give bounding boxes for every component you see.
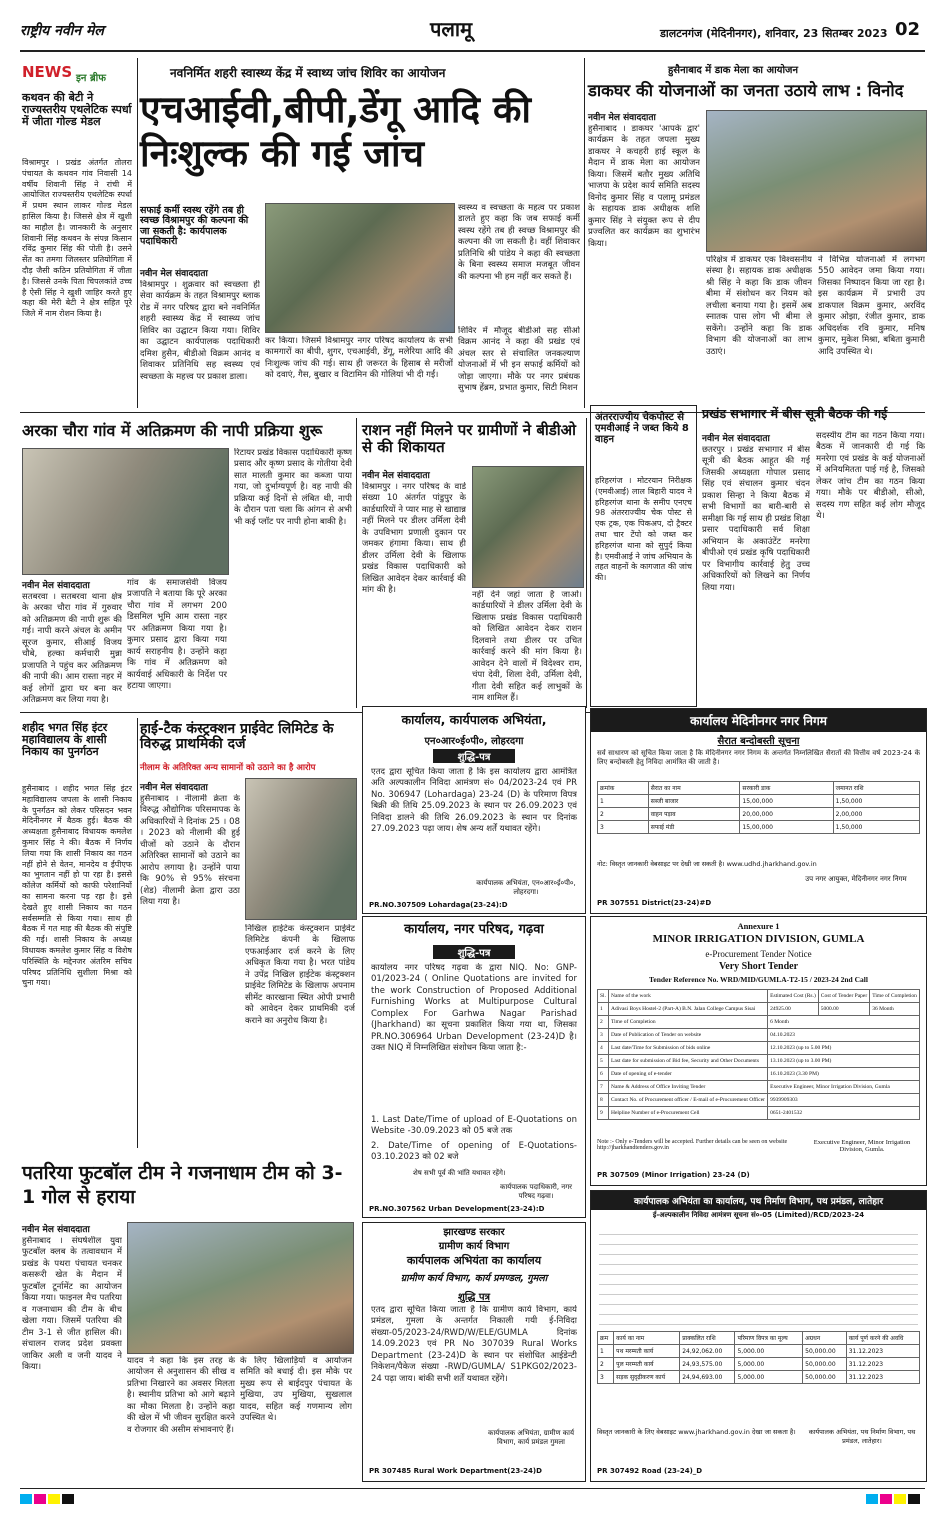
ad5-cell: 31.12.2023 — [846, 1358, 919, 1371]
ad4-cell: Last date for submission of Bid fee, Security and Other Documents — [608, 1055, 767, 1068]
ad4-cell: 8 — [598, 1094, 609, 1107]
ad4-table — [597, 989, 920, 1120]
ad4-sub2: Very Short Tender — [718, 961, 799, 972]
shahid-body: हुसैनाबाद । शहीद भगत सिंह इंटर महाविद्यालय जपला के शासी निकाय के पुनर्गठन को लेकर परिसदन भवन मेदिनीनगर में बैठक हुई। बैठक की अध्यक्षता हुसैनाबाद विधायक कमलेश कुमार सिंह ने की। बैठक में निर्णय लिया गया कि शासी निकाय का गठन नहीं होने से वेतन, मानदेय व ईपीएफ का भुगतान नहीं हो पा रहा है। इससे कॉलेज कर्मियों को काफी परेशानियों का सामना करना पड़ रहा है। इसे देखते हुए शासी निकाय का गठन सर्वसम्मति से किया गया। साथ ही बैठक में गत माह की बैठक की संपुष्टि की गई। शासी निकाय के अध्यक्ष विधायक कमलेश कुमार सिंह व विशेष परिस्थिति के मद्देनजर अंतरिम सचिव परिषद प्रतिनिधि सुशीला मिश्रा को चुना गया। — [22, 784, 132, 988]
ad3-cell: 1 — [598, 795, 649, 808]
ad4-cell: Last date/Time for Submission of bids online — [608, 1042, 767, 1055]
swatch-cyan — [20, 1494, 32, 1504]
ad4-sub1: e-Procurement Tender Notice — [705, 949, 812, 959]
table-row — [598, 1003, 920, 1016]
table-row — [598, 1068, 920, 1081]
ad4-annex: Annexure 1 — [737, 921, 780, 931]
edition-name: पलामू — [430, 17, 473, 41]
ad4-cell: Executive Engineer, Minor Irrigation Division, Gumla — [768, 1081, 920, 1094]
brief-headline: कथवन की बेटी ने राज्यस्तरीय एथलेटिक स्पर्धा में जीता गोल्ड मेडल — [22, 91, 132, 129]
swatch-yellow — [894, 1494, 906, 1504]
ad2-sign: कार्यपालक पदाधिकारी, नगर परिषद गढ़वा। — [499, 1183, 572, 1200]
health-body-1: विश्रामपुर । शुक्रवार को स्वच्छता ही सेवा कार्यक्रम के तहत विश्रामपुर ब्लाक रोड में नगर परिषद द्वारा बने नवनिर्मित शहरी स्वास्थ्य केंद्र में स्वास्थ्य जांच शिविर का उद्घाटन किया गया। शिविर का उद्घाटन कार्यपालक पदाधिकारी दमिश हुसैन, बीडीओ विक्रम आनंद व शिवाकर प्रतिनिधि सह स्वस्थ्य एवं स्वच्छता के महत्त्व पर प्रकाश डाला। — [140, 280, 260, 382]
table-row — [598, 1029, 920, 1042]
hitech-story — [140, 718, 355, 1148]
ad3-cell: 15,00,000 — [740, 821, 833, 834]
ad3-footer: नोट: विस्तृत जानकारी वेबसाइट पर देखी जा सकती है। www.udhd.jharkhand.gov.in — [597, 860, 817, 868]
ad5-cell: 5,000.00 — [735, 1358, 803, 1371]
ad4-cell: Adivasi Boys Hostel-2 (Part-A) B.N. Jalan College Campus Sisai — [608, 1003, 767, 1016]
table-row — [598, 1042, 920, 1055]
ad6-title: कार्यपालक अभियंता का कार्यालय — [406, 1254, 542, 1267]
ad-rural-works-gumla — [362, 1222, 586, 1482]
football-body-1: हुसैनाबाद । संघर्षशील युवा फुटबॉल क्लब के तत्वावधान में प्रखंड के पथरा पंचायत चनकर कसरूरी खेत के मैदान में फुटबॉल टूर्नामेंट का आयोजन किया गया। फाइनल मैच पतरिया व गजनाधाम की टीम के बीच खेला गया। जिसमें पतरिया की टीम 3-1 से जीत हासिल की। संचालन राजद प्रदेश प्रवक्ता जाकिर अली व जनी यादव ने किया। — [22, 1236, 122, 1373]
ad4-cell: Helpline Number of e-Procurement Cell — [608, 1107, 767, 1120]
ad4-col-4: Time of Completion — [870, 990, 920, 1003]
ad5-cell: 31.12.2023 — [846, 1345, 919, 1358]
table-row — [598, 1107, 920, 1120]
health-headline: एचआईवी,बीपी,डेंगू आदि की निःशुल्क की गई जांच — [140, 88, 531, 176]
football-headline: पतरिया फुटबॉल टीम ने गजनाधाम टीम को 3-1 गोल से हराया — [22, 1162, 343, 1208]
ad4-cell: 7 — [598, 1081, 609, 1094]
arka-photo — [22, 448, 229, 575]
registration-strip — [20, 1494, 925, 1506]
postoffice-body-3: ने विभिन्न योजनाओं में लगभग 550 आवेदन जमा किया गया। जिसका निष्पादन किया जा रहा है। इस कार्यक्रम में प्रभारी उप डाकपाल विक्रम कुमार, अरविंद कुमार ओझा, रंजीत कुमार, डाक अधिदर्शक रवि कुमार, मनिष कुमार, मुकेश मिश्रा, बबिता कुमारी आदि उपस्थित थे। — [818, 255, 925, 357]
ad4-cell: 6 — [598, 1068, 609, 1081]
ad3-cell: 2 — [598, 808, 649, 821]
ad3-title: कार्यालय मेदिनीनगर नगर निगम — [591, 709, 926, 732]
ad5-col-0: क्रम — [598, 1332, 614, 1345]
ad4-col-1: Name of the work — [608, 990, 767, 1003]
ad4-cell: Date of opening of e-tender — [608, 1068, 767, 1081]
ration-headline: राशन नहीं मिलने पर ग्रामीणों ने बीडीओ से की शिकायत — [362, 421, 577, 456]
ad4-cell: 6 Month — [768, 1016, 920, 1029]
ad2-body: कार्यालय नगर परिषद गढ़वा के द्वारा NIQ. No: GNP-01/2023-24 ( Online Quotations are invited for the work Construction of Proposed Additional Furnishing Works at Multipurpose Cultural Complex For Garhwa Nagar Parishad (Jharkhand) का सूचना प्रकाशित किया गया था, जिसका PR.NO.306964 Urban Development (23-24)D है। उक्त NIQ में निम्नलिखित संशोधन किया जाता है:- — [371, 963, 577, 1054]
ad1-body: एतद द्वारा सूचित किया जाता है कि इस कार्यालय द्वारा आमंत्रित अति अल्पकालीन निविदा आमंत्रण सं० 04/2023-24 एवं PR No. 306947 (Lohardaga) 23-24 (D) के परिमाण विपत्र बिक्री की तिथि 25.09.2023 के स्थान पर 26.09.2023 एवं निविदा डालने की तिथि 26.09.2023 के स्थान पर दिनांक 27.09.2023 पढ़ा जाय। शेष अन्य शर्तें यथावत रहेंगे। — [371, 767, 577, 835]
table-row — [598, 1094, 920, 1107]
checkpost-body: हरिहरगंज । मोटरयान निरीक्षक (एमवीआई) लाल बिहारी यादव ने हरिहरगंज थाना के समीप एनएच 98 अंतरराज्यीय चेक पोस्ट से एक ट्रक, एक पिकअप, दो ट्रैक्टर तथा चार टेंपो को जब्त कर हरिहरगंज थाना को सुपुर्द किया है। एमवीआई ने जांच अभियान के तहत वाहनों के कागजात की जांच की। — [595, 476, 692, 583]
ad5-cell: 2 — [598, 1358, 614, 1371]
ad4-ref: Tender Reference No. WRD/MID/GUMLA-T2-15 / 2023-24 2nd Call — [649, 975, 868, 984]
ad3-cell: वाहन पड़ाव — [648, 808, 740, 821]
ad3-col-2: सरकारी डाक — [740, 782, 833, 795]
ad2-item-2: 2. Date/Time of opening of E-Quotations-03.10.2023 को 02 बजे — [371, 1141, 577, 1163]
postoffice-photo — [706, 110, 927, 252]
arka-body-1: सतबरवा । सतबरवा थाना क्षेत्र के अरका चौरा गांव में गुरुवार को अतिक्रमण की नापी शुरू की गई। नापी करने अंचल के अमीन सूरज कुमार, सीआई विजय चौबे, हल्का कर्मचारी मुन्ना प्रजापति ने पहुंच कर अतिक्रमण की नापी की। आम रास्ता नहर में कई लोगों द्वारा घर बना कर अतिक्रमण कर लिया गया है। — [22, 592, 122, 706]
swatch-yellow — [48, 1494, 60, 1504]
ration-byline: नवीन मेल संवाददाता — [362, 471, 430, 481]
shahid-story — [22, 718, 132, 1148]
ad5-title: कार्यपालक अभियंता का कार्यालय, पथ निर्माण विभाग, पथ प्रमंडल, लातेहार — [591, 1191, 926, 1210]
brand-logo: राष्ट्रीय नवीन मेल — [20, 23, 104, 39]
ad5-cell: 5,000.00 — [735, 1345, 803, 1358]
health-camp-photo — [265, 203, 455, 333]
ad5-pr: PR 307492 Road (23-24)_D — [597, 1467, 703, 1475]
swatch-magenta — [880, 1494, 892, 1504]
ad3-cell: 1,50,000 — [833, 795, 919, 808]
ad4-cell: Contact No. of Procurement officer / E-mail of e-Procurement Officer — [608, 1094, 767, 1107]
ad2-tag: शुद्धि-पत्र — [433, 945, 515, 959]
health-pull-quote: सफाई कर्मी स्वस्थ रहेंगे तब ही स्वच्छ विश्रामपुर की कल्पना की जा सकती है: कार्यपालक पदाधिकारी — [140, 205, 249, 248]
ration-body-1: विश्रामपुर । नगर परिषद के वार्ड संख्या 10 अंतर्गत पांडुपुर के कार्डधारियों ने प्यार माह से खाद्यान्न नहीं मिलने पर डीलर उर्मिला देवी के उपविभाग प्रणाली दुकान पर जमकर हंगामा किया। साथ ही डीलर उर्मिला देवी के खिलाफ प्रखंड विकास पदाधिकारी को लिखित आवेदन देकर कार्रवाई की मांग की है। — [362, 482, 466, 596]
ad4-cell: 04.10.2023 — [768, 1029, 920, 1042]
ad4-cell: 12.10.2023 (up to 5.00 PM) — [768, 1042, 920, 1055]
table-row — [598, 1358, 920, 1371]
postoffice-headline: डाकघर की योजनाओं का जनता उठाये लाभ : विनोद — [588, 81, 904, 100]
ad6-org: झारखण्ड सरकार — [443, 1227, 505, 1238]
ad5-cell: 50,000.00 — [803, 1345, 847, 1358]
ad3-pr: PR 307551 District(23-24)#D — [597, 899, 712, 907]
football-photo — [127, 1222, 354, 1354]
health-body-4: शिविर में मौजूद बीडीओ सह सीओ विक्रम आनंद ने कहा की प्रखंड एवं अंचल स्तर से संचालित जनकल्याण योजनाओं में भी इन सफाई कर्मियों को जोड़ा जाएगा। मौके पर नगर प्रबंधक सुभाष हेंब्रम, प्रभात कुमार, सिटी मिशन — [458, 326, 580, 394]
ad3-sign: उप नगर आयुक्त, मेदिनीनगर नगर निगम — [805, 875, 907, 883]
football-story — [22, 1158, 352, 1488]
ad6-dept: ग्रामीण कार्य विभाग — [438, 1241, 510, 1252]
page-number: 02 — [895, 19, 921, 40]
ad4-cell: 0651-2401532 — [768, 1107, 920, 1120]
ad5-cell: 1 — [598, 1345, 614, 1358]
ad3-subtitle: सैरात बन्दोबस्ती सूचना — [717, 736, 800, 747]
hitech-kicker: नीलाम के अतिरिक्त अन्य सामानों को उठाने का है आरोप — [140, 763, 316, 773]
ad3-cell: 20,00,000 — [740, 808, 833, 821]
ad5-cell: 3 — [598, 1371, 614, 1384]
arka-headline: अरका चौरा गांव में अतिक्रमण की नापी प्रक्रिया शुरू — [22, 421, 323, 440]
ad5-cell: 24,93,575.00 — [680, 1358, 735, 1371]
table-row — [598, 1016, 920, 1029]
checkpost-headline: अंतरराज्यीय चेकपोस्ट से एमवीआई ने जब्त किये 8 वाहन — [595, 412, 689, 445]
ad5-col-3: परिमाण विपत्र का मूल्य — [735, 1332, 803, 1345]
ad-road-division-latehar — [590, 1190, 927, 1482]
ad5-ref: ई-अल्पकालीन निविदा आमंत्रण सूचना सं०-05 (Limited)/RCD/2023-24 — [652, 1211, 865, 1219]
sabha-body-2: सदस्यीय टीम का गठन किया गया। बैठक में जानकारी दी गई कि मनरेगा एवं प्रखंड के कई योजनाओं में अनियमितता पाई गई है, जिसको लेकर जांच टीम का गठन किया गया। मौके पर बीडीओ, सीओ, सदस्य गण सहित कई लोग मौजूद थे। — [816, 431, 925, 522]
ad4-col-2: Estimated Cost (Rs.) — [768, 990, 819, 1003]
ad3-cell: 15,00,000 — [740, 795, 833, 808]
ad5-cell: पथ मरम्मती कार्य — [614, 1345, 680, 1358]
ad4-cell: Time of Completion — [608, 1016, 767, 1029]
ad5-cell: 50,000.00 — [803, 1358, 847, 1371]
brief-label: NEWS — [22, 63, 73, 81]
postoffice-kicker: हुसैनाबाद में डाक मेला का आयोजन — [668, 65, 799, 76]
ad3-table — [597, 781, 920, 834]
ad6-subtitle: ग्रामीण कार्य विभाग, कार्य प्रमण्डल, गुमला — [400, 1273, 548, 1284]
shahid-headline: शहीद भगत सिंह इंटर महाविद्यालय के शासी निकाय का पुनर्गठन — [22, 721, 108, 759]
postoffice-story — [588, 58, 925, 398]
ad4-title: MINOR IRRIGATION DIVISION, GUMLA — [652, 933, 865, 945]
ad3-cell: 3 — [598, 821, 649, 834]
ad4-col-0: Sl. — [598, 990, 609, 1003]
ad6-body: एतद द्वारा सूचित किया जाता है कि ग्रामीण कार्य विभाग, कार्य प्रमंडल, गुमला के अन्तर्गत निकाली गयी ई-निविदा संख्या-05/2023-24/RWD/W/ELE/GUMLA दिनांक 14.09.2023 एवं PR No 307039 Rural Works Department (23-24)D के स्थान पर संशोधित आईडेन्टी निकेशन/पैकेज संख्या -RWD/GUMLA/ S1PKG02/2023-24 पढ़ा जाय। बांकी सभी शर्तें यथावत रहेंगे। — [371, 1305, 577, 1384]
table-row — [598, 1081, 920, 1094]
hitech-factory-photo — [245, 778, 357, 920]
ad3-body: सर्व साधारण को सूचित किया जाता है कि मेदिनीनगर नगर निगम के अन्तर्गत निम्नलिखित सैरातों की वित्तीय वर्ष 2023-24 के लिए बन्दोबस्ती हेतु निविदा आमंत्रित की जाती है। — [597, 749, 920, 767]
masthead — [20, 18, 925, 48]
table-row — [598, 795, 920, 808]
ad5-cell: 24,94,693.00 — [680, 1371, 735, 1384]
sabha-story — [702, 405, 925, 705]
ad5-cell: 5,000.00 — [735, 1371, 803, 1384]
ad-medininagar-nagar-nigam — [590, 708, 927, 914]
ad4-sign: Executive Engineer, Minor Irrigation Division, Gumla. — [813, 1139, 911, 1153]
sabha-body-1: छतरपुर । प्रखंड सभागार में बीस सूत्री की बैठक आहूत की गई जिसकी अध्यक्षता गोपाल प्रसाद सिंह एवं संचालन कुमार चंदन प्रकाश सिन्हा ने किया बैठक में सभी विभागों का बारी-बारी से समीक्षा कि गई साथ ही प्रखंड शिक्षा प्रसार पदाधिकारी सर्व शिक्षा अभियान के अकाउंटेंट मनरेगा बीपीओ एवं प्रखंड कृषि पदाधिकारी पर विभागीय कार्रवाई हेतु उच्च अधिकारियों को लिखने का निर्णय लिया गया। — [702, 445, 810, 593]
arka-story — [22, 418, 352, 708]
ad2-rest: शेष सभी पूर्व की भांति यथावत रहेंगे। — [413, 1169, 506, 1177]
ration-story — [362, 418, 582, 708]
ad5-cell: 31.12.2023 — [846, 1371, 919, 1384]
health-body-2: कर किया। जिसमें विश्रामपुर नगर परिषद कार्यालय के सभी कामगारों का बीपी, शुगर, एचआईवी, डेंगू, मलेरिया आदि की निःशुल्क जांच की गई। साथ ही जरूरत के हिसाब से मरीजों को दवाएं, गैस, बुखार व विटामिन की गोलियां भी दी गईं। — [265, 336, 453, 381]
checkpost-story — [590, 405, 697, 707]
hitech-byline: नवीन मेल संवाददाता — [140, 783, 208, 793]
ad2-pr: PR.NO.307562 Urban Development(23-24):D — [369, 1205, 545, 1213]
hitech-body-1: हुसैनाबाद । नीलामी क्रेता के विरुद्ध औद्योगिक परिसमापक के अधिकारियों ने दिनांक 25 । 08 । 2023 को नीलामी की हुई चीजों को उठाने के दौरान अतिरिक्त सामानों को उठाने का आरोप लगाया है। उन्होंने पाया कि 90% से 95% संरचना (शेड) नीलामी क्रेता द्वारा उठा लिया गया है। — [140, 794, 240, 908]
ad4-cell: 5000.00 — [818, 1003, 869, 1016]
ad4-pr: PR 307509 (Minor Irrigation) 23-24 (D) — [597, 1171, 750, 1179]
dateline: डालटनगंज (मेदिनीनगर), शनिवार, 23 सितम्बर 2023 — [660, 27, 888, 40]
ad5-table — [597, 1331, 920, 1384]
arka-body-2: गांव के समाजसेवी विजय प्रजापति ने बताया कि पूरे अरका चौरा गांव में लगभग 200 डिसमिल भूमि आम रास्ता नहर पर अतिक्रमण किया गया है। कुमार प्रसाद द्वारा किया गया कार्य सराहनीय है। उन्होंने कहा कि गांव में अतिक्रमण को कार्यवाई अधिकारी के निर्देश पर हटाया जाएगा। — [127, 578, 227, 692]
football-body-2: यादव ने कहा कि इस तरह के आयोजन से अनुशासन की सीख व प्रतिभा निखारने का अवसर मिलता है। स्थानीय प्रतिभा को आगे बढ़ाने का मौका मिलता है। उन्होंने कहा की खेल में भी जीवन सुरक्षित करने व रोजगार की असीम संभावनाएं हैं। — [127, 1356, 235, 1435]
ad4-cell: 36 Month — [870, 1003, 920, 1016]
table-row — [598, 1371, 920, 1384]
ad5-cell: सड़क सुदृढ़ीकरण कार्य — [614, 1371, 680, 1384]
ad5-cell: 24,92,062.00 — [680, 1345, 735, 1358]
table-row — [598, 808, 920, 821]
ad-nagar-parishad-garhwa — [362, 916, 586, 1218]
ad4-cell: 13.10.2023 (up to 3.00 PM) — [768, 1055, 920, 1068]
ad6-pr: PR 307485 Rural Work Department(23-24)D — [369, 1467, 542, 1475]
health-body-3: स्वस्थ्य व स्वच्छता के महत्व पर प्रकाश डालते हुए कहा कि जब सफाई कर्मी स्वस्थ रहेंगे तब ही स्वच्छ विश्रामपुर की कल्पना की जा सकती है। वहीं शिवाकर प्रतिनिधि श्री पांडेय ने कहा की स्वच्छता के बिना स्वस्थ्य समाज मजबूत जीवन की कल्पना भी हम नहीं कर सकते हैं। — [458, 203, 580, 282]
ad5-col-2: प्राक्कलित राशि — [680, 1332, 735, 1345]
swatch-cyan — [866, 1494, 878, 1504]
table-row — [598, 1345, 920, 1358]
football-body-3: के लिए खिलाड़ियों व आयोजन समिति को बधाई दी। इस मौके पर मुख्य रूप से बाईदपुर पंचायत के मुखिया, उप मुखिया, सुखलाल यादव, सहित कई गणमान्य लोग उपस्थित थे। — [240, 1356, 352, 1424]
ad1-sign: कार्यपालक अभियंता, एन०आर०ई०पी०, लोहरदगा। — [476, 879, 576, 896]
ad4-cell: 3 — [598, 1029, 609, 1042]
ad5-cell: 50,000.00 — [803, 1371, 847, 1384]
ad4-cell: 9 — [598, 1107, 609, 1120]
ration-body-2: नहीं देने जहां जाता है जाओ। कार्डधारियों ने डीलर उर्मिला देवी के खिलाफ प्रखंड विकास पदाधिकारी को लिखित आवेदन देकर राशन दिलवाने तथा डीलर पर उचित कार्रवाई करने की मांग किया है। आवेदन देने वालों में विदेश्वर राम, चंपा देवी, शिला देवी, उर्मिला देवी, गीता देवी सहित कई लाभुकों के नाम शामिल हैं। — [472, 590, 582, 704]
ad3-col-3: जमानत राशि — [833, 782, 919, 795]
ad4-cell: Name & Address of Office Inviting Tender — [608, 1081, 767, 1094]
arka-body-3: रिटायर प्रखंड विकास पदाधिकारी कृष्ण प्रसाद और कृष्ण प्रसाद के गोतीया देवी सात मालती कुमार का कब्जा पाया गया, जो दुर्भाग्यपूर्ण है। वह नापी की प्रक्रिया कई दिनों से लंबित थी, नापी के दौरान पता चला कि आंगन से अभी भी कई प्लॉट पर नापी होना बाकी है। — [234, 448, 352, 527]
ad6-sign: कार्यपालक अभियंता, ग्रामीण कार्य विभाग, कार्य प्रमंडल गुमला — [487, 1429, 575, 1446]
ad4-cell: 16.10.2023 (3.30 PM) — [768, 1068, 920, 1081]
ad4-cell: Date of Publication of Tender on website — [608, 1029, 767, 1042]
ad1-pr: PR.NO.307509 Lohardaga(23-24):D — [369, 901, 508, 909]
ad4-col-3: Cost of Tender Paper — [818, 990, 869, 1003]
news-brief — [22, 58, 132, 408]
ad-nrep-lohardaga — [362, 706, 586, 914]
ad5-col-4: अग्रधन — [803, 1332, 847, 1345]
ad5-footer: विस्तृत जानकारी के लिए वेबसाइट www.jharkhand.gov.in देखा जा सकता है। — [597, 1428, 796, 1436]
ad4-cell: 5 — [598, 1055, 609, 1068]
postoffice-body-2: परिक्षेत्र में डाकघर एक विश्वसनीय संस्था है। सहायक डाक अधीक्षक श्री सिंह ने कहा कि डाक जीवन बीमा में संशोधन कर नियम को लचीला बनाया गया है। इसमें अब स्नातक पास लोग भी बीमा ले सकेंगे। उन्होंने कहा कि डाक विभाग की योजनाओं का लाभ उठाएं। — [706, 255, 812, 357]
brief-label-2: इन ब्रीफ — [76, 73, 106, 84]
sabha-headline: प्रखंड सभागार में बीस सूत्री बैठक की गई — [702, 406, 888, 421]
health-byline: नवीन मेल संवाददाता — [140, 269, 208, 279]
arka-byline: नवीन मेल संवाददाता — [22, 581, 90, 591]
ad1-tag: शुद्धि-पत्र — [433, 749, 515, 763]
postoffice-body-1: हुसैनाबाद । डाकघर 'आपके द्वार' कार्यक्रम के तहत जपला मुख्य डाकघर ने कचहरी हाई स्कूल के मैदान में डाक मेला का आयोजन किया। जिसमें बतौर मुख्य अतिथि भाजपा के प्रदेश कार्य समिति सदस्य विनोद कुमार सिंह व पलामू प्रमंडल के सहायक डाक अधीक्षक शशि कुमार सिंह ने संयुक्त रूप से दीप प्रज्वलित कर कार्यक्रम का शुभारंभ किया। — [588, 124, 700, 249]
ad4-cell: 9939909303 — [768, 1094, 920, 1107]
ad3-col-1: सैरात का नाम — [648, 782, 740, 795]
ad4-cell: 1 — [598, 1003, 609, 1016]
ad2-item-1: 1. Last Date/Time of upload of E-Quotations on Website -30.09.2023 को 05 बजे तक — [371, 1115, 577, 1137]
ad5-col-1: कार्य का नाम — [614, 1332, 680, 1345]
health-kicker: नवनिर्मित शहरी स्वास्थ्य केंद्र में स्वाथ्य जांच शिविर का आयोजन — [170, 66, 446, 80]
ad3-cell: 2,00,000 — [833, 808, 919, 821]
sabha-byline: नवीन मेल संवाददाता — [702, 434, 770, 444]
brief-body: विश्रामपुर । प्रखंड अंतर्गत तोलरा पंचायत के कथवन गांव निवासी 14 वर्षीय शिवानी सिंह ने रांची में आयोजित राज्यस्तरीय एथलेटिक स्पर्धा में प्रथम स्थान लाकर गोल्ड मेडल हासिल किया है। जिससे क्षेत्र में खुशी का माहौल है। जानकारी के अनुसार शिवानी सिंह कथवन के संपन्न किसान रविंद्र कुमार सिंह की पोती है। उसने सेंत का तमगा जिलस्तर प्रतियोगिता में दौड़ जैसी कठिन प्रतियोगिता में जीता है। जिससे उनके पिता चिपलकांते उच्च है ऐसी सिंह ने खुशी जाहिर करते हुए कहा की मेरी बेटी ने क्षेत्र सहित पूरे जिले में नाम रोशन किया है। — [22, 158, 132, 319]
ad3-cell: सब्जी बाजार — [648, 795, 740, 808]
health-story — [140, 58, 580, 408]
hitech-body-2: निखिल हाईटेक कंस्ट्रक्शन प्राईवेट लिमिटेड कंपनी के खिलाफ एफआईआर दर्ज करने के लिए अधिकृत किया गया है। भरत पांडेय ने उपेंद्र निखिल हाईटेक कंस्ट्रक्शन प्राईवेट लिमिटेड के खिलाफ अपनाम सीमेंट कारखाना स्थित ओपी प्रभारी को आवेदन देकर प्राथमिकी दर्ज कराने का अनुरोध किया है। — [245, 924, 355, 1026]
ad-minor-irrigation-gumla — [590, 916, 927, 1186]
ad3-cell: 1,50,000 — [833, 821, 919, 834]
ad4-cell: 2 — [598, 1016, 609, 1029]
ad4-cell: 4 — [598, 1042, 609, 1055]
table-row — [598, 821, 920, 834]
ad1-title: कार्यालय, कार्यपालक अभियंता, — [401, 712, 547, 727]
football-byline: नवीन मेल संवाददाता — [22, 1225, 90, 1235]
swatch-black — [62, 1494, 74, 1504]
postoffice-byline: नवीन मेल संवाददाता — [588, 113, 656, 123]
ad4-note: Note :- Only e-Tenders will be accepted. Further details can be seen on website http://jharkhandtenders.gov.in — [597, 1139, 788, 1151]
ad2-title: कार्यालय, नगर परिषद, गढ़वा — [404, 922, 544, 937]
ad5-sign: कार्यपालक अभियंता, पथ निर्माण विभाग, पथ प्रमंडल, लातेहार। — [808, 1428, 916, 1445]
swatch-magenta — [34, 1494, 46, 1504]
ad3-col-0: क्रमांक — [598, 782, 649, 795]
ad4-cell: 24925.00 — [768, 1003, 819, 1016]
ad5-cell: पुल मरम्मती कार्य — [614, 1358, 680, 1371]
ad5-col-5: कार्य पूर्ण करने की अवधि — [846, 1332, 919, 1345]
ad1-subtitle: एन०आर०ई०पी०, लोहरदगा — [424, 736, 524, 747]
table-row — [598, 1055, 920, 1068]
hitech-headline: हाई-टैक कंस्ट्रक्शन प्राईवेट लिमिटेड के विरुद्ध प्राथमिकी दर्ज — [140, 721, 334, 753]
ad5-notice-lines — [599, 1225, 918, 1325]
swatch-black — [908, 1494, 920, 1504]
ad6-tag: शुद्धि पत्र — [457, 1292, 491, 1303]
ad3-cell: सफाई मंडी — [648, 821, 740, 834]
ration-photo — [472, 466, 584, 588]
